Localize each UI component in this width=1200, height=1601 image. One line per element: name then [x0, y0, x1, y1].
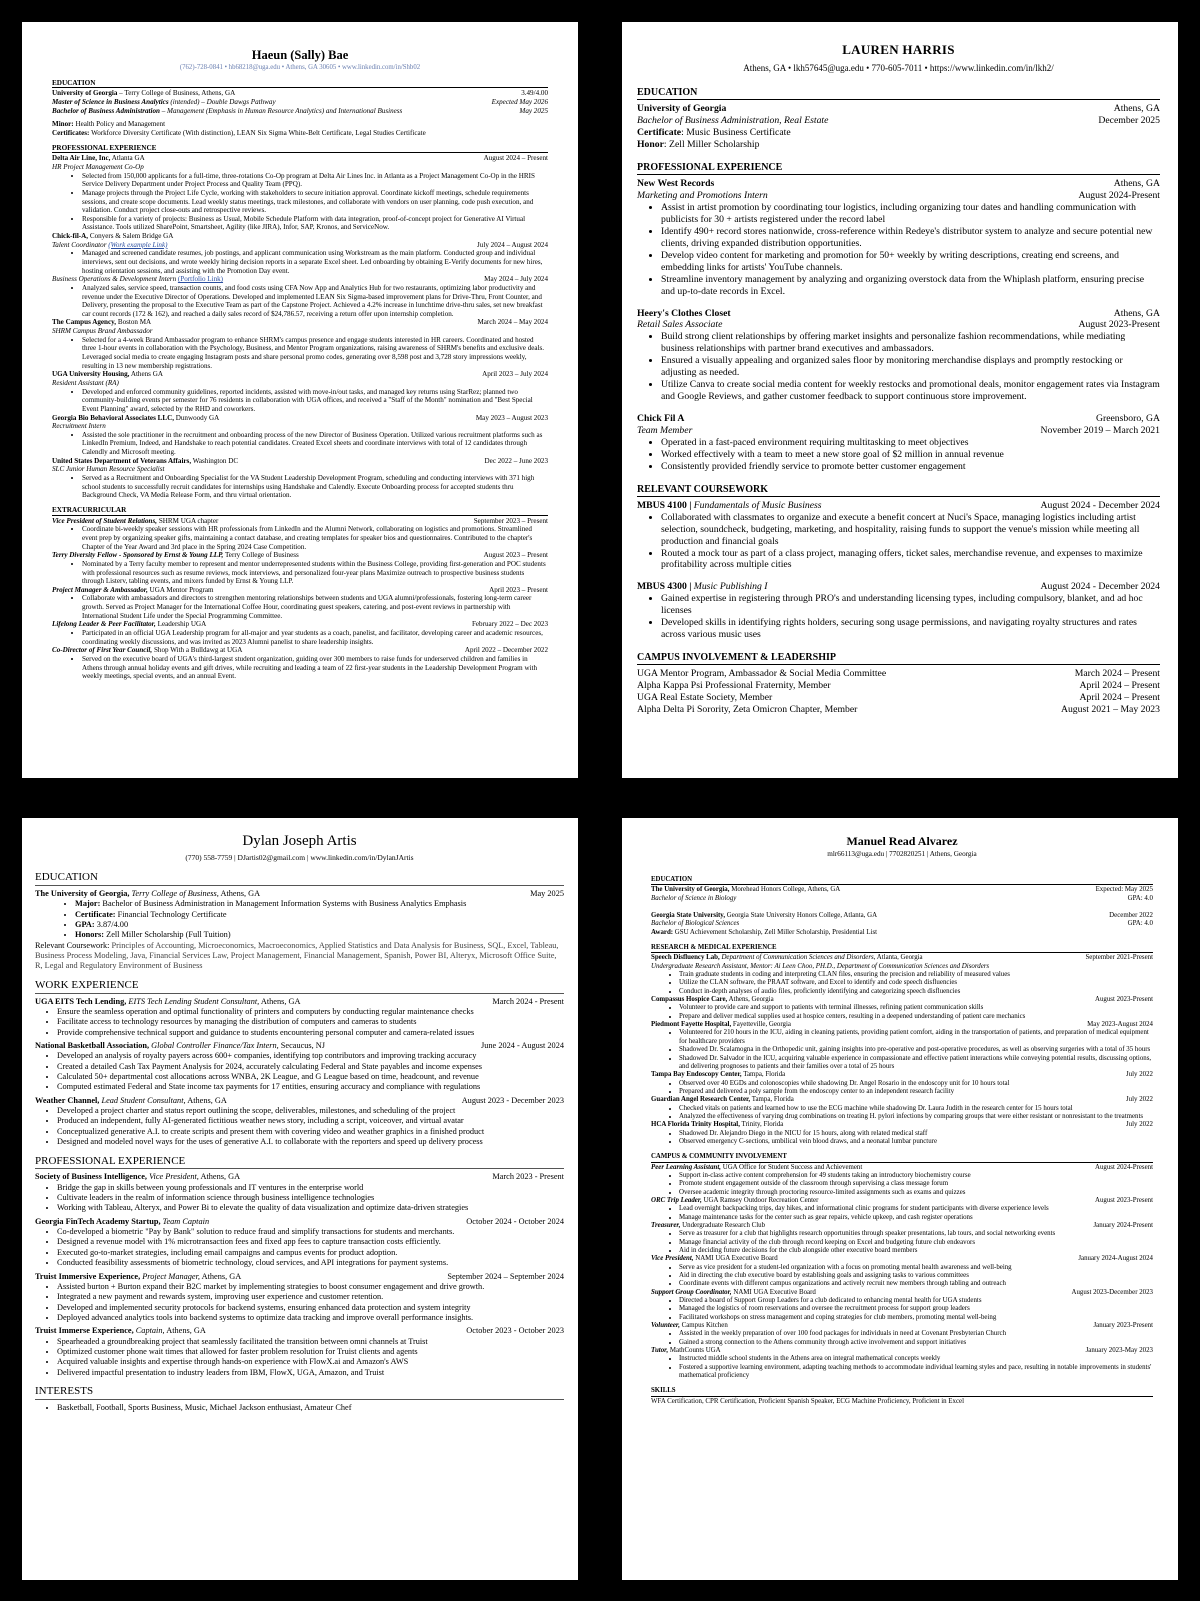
work-example-link[interactable]: (Work example Link)	[108, 240, 168, 249]
activity-entry: Vice President of Student Relations, SHRM UGA chapter September 2023 – Present	[52, 516, 548, 525]
activity-entry: Co-Director of First Year Council, Shop With a Bulldawg at UGA April 2022 – December 2022	[52, 646, 548, 655]
section-campus-involvement: CAMPUS INVOLVEMENT & LEADERSHIP	[637, 652, 1160, 665]
section-professional-experience: PROFESSIONAL EXPERIENCE	[637, 162, 1160, 175]
involvement-entry: ORC Trip Leader, UGA Ramsey Outdoor Recreation Center August 2023-Present	[651, 1196, 1153, 1204]
portfolio-link[interactable]: (Portfolio Link)	[177, 275, 224, 284]
job-entry: Georgia Bio Behavioral Associates LLC, Dunwoody GA May 2023 – August 2023	[52, 413, 548, 422]
resume-sally-bae: Haeun (Sally) Bae (762)-728-0841 • hb68218@uga.edu • Athens, GA 30605 • www.linkedin.com/in/Shb02 EDUCATION University of Georgia – Terry College of Business, Athens, GA 3.49/4.00 Master of Science in Business Analytics (intended) – Double Dawgs Pathway Expected May 2026 Bachelor of Business Administration – Management (Emphasis in Human Resource Analytics) and International Business May 2025 Minor: Health Policy and Management Certificates: Workforce Diversity Certificate (With distinction), LEAN Six Sigma White-Belt Certificate, Legal Studies Certificate PROFESSIONAL EXPERIENCE Delta Air Line, Inc, Atlanta GA August 2024 – Present HR Project Management Co-Op • Selected from 150,000 applicants for a full-time, three-rotations Co-Op program at Delta Air Lines Inc. in Atlanta as a Project Management Co-Op in the HRIS Service Delivery Department under Project Process and Quality Team (PPQ). • Manage projects through the Project Life Cycle, working with stakeholders to secure initiation approval. Coordinate kickoff meetings, schedule requirements sessions, and create scope documents. Lead weekly status meetings, track milestones, and collaborate with vendors on user planning, code push execution, and validation. Conduct project close-outs and retrospective reviews. • Responsible for a variety of projects: Business as Usual, Mobile Schedule Platform with data integration, proof-of-concept project for Generative AI Virtual Assistance. Tools utilized SharePoint, Smartsheet, Agility (like JIRA), Infor, SAP, Kronos, and ServiceNow. Chick-fil-A, Conyers & Salem Bridge GA Talent Coordinator (Work example Link) July 2024 – August 2024 • Managed and screened candidate resumes, job postings, and applicant communication using Workstream as the main platform. Conducted group and individual interviews, sent out decisions, and wrote weekly hiring decision reports in a separate Excel sheet. Led onboarding by obtaining E-Verify documents for new hires, hosting orientation sessions, and assisting with the Promotion Day event. Business Operations & Development Intern (Portfolio Link) May 2024 – July 2024 • Analyzed sales, service speed, transaction counts, and food costs using CFA Now App and Analytics Hub for two restaurants, optimizing labor productivity and revenue under the Executive Director of Operations. Developed and implemented LEAN Six Sigma-based improvement plans for Drive-Thru, Front Counter, and Delivery, presenting the proposal to the Executive Team as part of the Capstone Project. Achieved a 4.2% increase in lunchtime drive-thru sales, set new breakfast car count records (172 & 162), and reached a daily sales record of $24,786.57, receiving a return offer upon internship completion. The Campus Agency, Boston MA March 2024 – May 2024 SHRM Campus Brand Ambassador • Selected for a 4-week Brand Ambassador program to enhance SHRM's campus presence and engage students interested in HR careers. Coordinated and hosted three 1-hour events in collaboration with the Psychology, Business, and Mentor Program organizations, raising awareness of SHRM's benefits and exclusive deals. Leveraged social media to create engaging Instagram posts and share personal promo codes, generating over 8,598 post and 3,728 story impressions weekly, resulting in 13 new membership registrations. UGA University Housing, Athens GA April 2023 – July 2024 Resident Assistant (RA) • Developed and enforced community guidelines, reported incidents, assisted with move-in/out tasks, and managed key returns using StarRez; planned two community-building events per semester for 76 residents in collaboration with UGA offices, and received a "Staff of the Month" nomination and "Best Special Event Planning" award, selected by the RHD and coworkers. Georgia Bio Behavioral Associates LLC, Dunwoody GA May 2023 – August 2023 Recruitment Intern • Assisted the sole practitioner in the recruitment and onboarding process of the new Director of Business Operation. Utilized various recruitment platforms such as LinkedIn Premium, Indeed, and Handshake to reach potential candidates. Created Excel sheets and coordinate interviews with total of 12 candidates through Calendly and Microsoft meeting. United States Department of Veterans Affairs, Washington DC Dec 2022 – June 2023 SLC Junior Human Resource Specialist • Served as a Recruitment and Onboarding Specialist for the VA Student Leadership Development Program, scheduling and conducting interviews with 371 high school students to successfully recruit candidates for internships using Handshake and Calendly. Execute Onboarding process for accepted students thru Background Check, VA Media Release Form, and thru virtual orientation. EXTRACURRICULAR Vice President of Student Relations, SHRM UGA chapter September 2023 – Present • Coordinate bi-weekly speaker sessions with HR professionals from LinkedIn and the Alumni Network, collaborating on logistics and promotions. Streamlined event prep by organizing speaker gifts, maintaining a contact database, and creating templates for speaker bios and questionnaires. Contributed to the chapter's Chapter of the Year Award and 3rd place in the Spring 2024 Case Competition. Terry Diversity Fellow - Sponsored by Ernst & Young LLP, Terry College of Business August 2023 – Present • Nominated by a Terry faculty member to represent and mentor underrepresented students within the Business College, providing first-generation and POC students with professional resources such as resume reviews, mock interviews, and personalized four-year plans Maximize outreach to prospective business students through Listerv, tabling events, and mixers funded by Ernst & Young LLP. Project Manager & Ambassador, UGA Mentor Program April 2023 – Present • Collaborate with ambassadors and directors to strengthen mentoring relationships between students and UGA alumni/professionals, fostering long-term career growth. Served as Project Manager for the International Coffee Hour, coordinating guest speakers, catering, and post-event reviews in partnership with International Student Life under the Special Programming Committee. Lifelong Leader & Peer Facilitator, Leadership UGA February 2022 – Dec 2023 • Participated in an official UGA Leadership program for all-major and year students as a coach, panelist, and facilitator, developing career and academic resources, coordinating weekly discussions, and was invited as 2023 Alumni panelist to share leadership insights. Co-Director of First Year Council, Shop With a Bulldawg at UGA April 2022 – December 2022 • Served on the executive board of UGA's third-largest student organization, guiding over 300 members to raise funds for underserved children and families in Athens through annual holiday events and gift drives, while recruiting and leading a team of 22 first-year students in the Leadership Development Program with weekly meetings, special events, and an annual Event.	[22, 22, 578, 778]
experience-entry: Tampa Bay Endoscopy Center, Tampa, Florida July 2022	[651, 1071, 1153, 1079]
job-entry: New West Records Athens, GA Marketing and Promotions Intern August 2024-Present • Assist in artist promotion by coordinating tour logistics, including organizing tour dates and handling communication with publicists for 30 + artists registered under the record label • Identify 490+ record stores nationwide, cross-reference within Redeye's distributor system to analyze and secure potential new clients, driving expanded distribution opportunities. • Develop video content for marketing and promotion for 50+ weekly by writing descriptions, creating end screens, and embedding links for artists' YouTube channels. • Streamline inventory management by analyzing and organizing overstock data from the Whiplash platform, ensuring precise and up-to-date records in Excel.	[637, 178, 1160, 297]
resume-dylan-artis: Dylan Joseph Artis (770) 558-7759 | DJartis02@gmail.com | www.linkedin.com/in/DylanJArtis EDUCATION The University of Georgia, Terry College of Business, Athens, GA May 2025 • Major: Bachelor of Business Administration in Management Information Systems with Business Analytics Emphasis • Certificate: Financial Technology Certificate • GPA: 3.87/4.00 • Honors: Zell Miller Scholarship (Full Tuition) Relevant Coursework: Principles of Accounting, Microeconomics, Macroeconomics, Applied Statistics and Data Analysis for Business, SQL, Excel, Tableau, Business Process Modeling, Java, Financial Services Law, Project Management, Financial Management, Spanish, Power BI, Alteryx, Microsoft Office Suite, R, Legal and Regulatory Environment of Business WORK EXPERIENCE UGA EITS Tech Lending, EITS Tech Lending Student Consultant, Athens, GA March 2024 - Present • Ensure the seamless operation and optimal functionality of printers and computers by conducting regular maintenance checks • Facilitate access to technology resources by managing the distribution of computers and cameras to students • Provide comprehensive technical support and guidance to students encountering personal computer and camera-related issues National Basketball Association, Global Controller Finance/Tax Intern, Secaucus, NJ June 2024 - August 2024 • Developed an analysis of royalty payers across 600+ companies, identifying top contributors and improving tracking accuracy • Created a detailed Cash Tax Payment Analysis for 2024, accurately calculating Federal and State payables and income expenses • Calculated 50+ departmental cost allocations across WNBA, 2K League, and G League based on time, headcount, and revenue • Computed estimated Federal and State income tax payments for 17 entities, ensuring accuracy and compliance with regulations Weather Channel, Lead Student Consultant, Athens, GA August 2023 - December 2023 • Developed a project charter and status report outlining the scope, deliverables, milestones, and scheduling of the project • Produced an independent, fully AI-generated fictitious weather news story, including a script, voiceover, and virtual avatar • Conceptualized generative A.I. to create scripts and present them with covering video and weather graphics in a finished product • Designed and modeled novel ways for the uses of generative A.I. to collaborate with the reporters and speed up delivery process PROFESSIONAL EXPERIENCE Society of Business Intelligence, Vice President, Athens, GA March 2023 - Present • Bridge the gap in skills between young professionals and IT ventures in the enterprise world • Cultivate leaders in the realm of information science through business intelligence technologies • Working with Tableau, Alteryx, and Power Bi to elevate the quality of data visualization and optimize data-driven strategies Georgia FinTech Academy Startup, Team Captain October 2024 - October 2024 • Co-developed a biometric "Pay by Bank" solution to reduce fraud and simplify transactions for students and merchants. • Designed a revenue model with 1% microtransaction fees and fixed app fees to capture transaction costs efficiently. • Executed go-to-market strategies, including email campaigns and campus events for product adoption. • Conducted feasibility assessments of biometric technology, cloud services, and API integrations for payment systems. Truist Immersive Experience, Project Manager, Athens, GA September 2024 – September 2024 • Assisted burton + Burton expand their B2C market by implementing strategies to boost consumer engagement and drive growth. • Integrated a new payment and rewards system, improving user experience and customer retention. • Developed and implemented security protocols for backend systems, ensuring enhanced data protection and system integrity • Deployed advanced analytics tools into backend systems to optimize data tracking and improve overall performance insights. Truist Immerse Experience, Captain, Athens, GA October 2023 - October 2023 • Spearheaded a groundbreaking project that seamlessly facilitated the transition between omni channels at Truist • Optimized customer phone wait times that allowed for faster problem resolution for Truist clients and agents • Acquired valuable insights and expertise through hands-on experience with FlowX.ai and Amazon's AWS • Delivered impactful presentation to industry leaders from IBM, FlowX, UGA, Amazon, and Truist INTERESTS • Basketball, Football, Sports Business, Music, Michael Jackson enthusiast, Amateur Chef	[22, 818, 578, 1580]
experience-entry: Compassus Hospice Care, Athens, Georgia August 2023-Present	[651, 996, 1153, 1004]
section-education: EDUCATION	[35, 871, 564, 886]
job-entry: Delta Air Line, Inc, Atlanta GA August 2024 – Present	[52, 154, 548, 163]
job-entry: Society of Business Intelligence, Vice President, Athens, GA March 2023 - Present • Bridge the gap in skills between young professionals and IT ventures in the enterprise world • Cultivate leaders in the realm of information science through business intelligence technologies • Working with Tableau, Alteryx, and Power Bi to elevate the quality of data visualization and optimize data-driven strategies	[35, 1172, 564, 1213]
contact-line: Athens, GA • lkh57645@uga.edu • 770-605-7011 • https://www.linkedin.com/in/lkh2/	[743, 62, 1054, 73]
activity-entry: Lifelong Leader & Peer Facilitator, Leadership UGA February 2022 – Dec 2023	[52, 620, 548, 629]
skills-list: WFA Certification, CPR Certification, Proficient Spanish Speaker, ECG Machine Proficiency, Proficient in Excel	[651, 1397, 964, 1405]
involvement-entry: Support Group Coordinator, NAMI UGA Executive Board August 2023-December 2023	[651, 1288, 1153, 1296]
job-entry: Heery's Clothes Closet Athens, GA Retail Sales Associate August 2023-Present • Build strong client relationships by offering market insights and personalize fashion recommendations, while mediating business relationships with partner brand executives and ambassadors. • Ensured a visually appealing and organized sales floor by monitoring merchandise displays and promptly restocking or adjusting as needed. • Utilize Canva to create social media content for weekly restocks and promotional deals, monitor engagement rates via Instagram and Google Reviews, and gather customer feedback to support continuous store improvement.	[637, 308, 1160, 403]
resume-name: Haeun (Sally) Bae	[251, 48, 349, 62]
resume-name: Dylan Joseph Artis	[242, 833, 357, 849]
section-research-medical: RESEARCH & MEDICAL EXPERIENCE	[651, 944, 1153, 953]
school-name: University of Georgia	[52, 89, 118, 98]
involvement-entry: Peer Learning Assistant, UGA Office for Student Success and Achievement August 2024-Present	[651, 1163, 1153, 1171]
section-coursework: RELEVANT COURSEWORK	[637, 484, 1160, 497]
involvement-entry: Tutor, MathCounts UGA January 2023-May 2023	[651, 1347, 1153, 1355]
job-entry: Weather Channel, Lead Student Consultant, Athens, GA August 2023 - December 2023 • Developed a project charter and status report outlining the scope, deliverables, milestones, and scheduling of the project • Produced an independent, fully AI-generated fictitious weather news story, including a script, voiceover, and virtual avatar • Conceptualized generative A.I. to create scripts and present them with covering video and weather graphics in a finished product • Designed and modeled novel ways for the uses of generative A.I. to collaborate with the reporters and speed up delivery process	[35, 1096, 564, 1148]
experience-entry: HCA Florida Trinity Hospital, Trinity, Florida July 2022	[651, 1121, 1153, 1129]
job-entry: UGA EITS Tech Lending, EITS Tech Lending Student Consultant, Athens, GA March 2024 - Present • Ensure the seamless operation and optimal functionality of printers and computers by conducting regular maintenance checks • Facilitate access to technology resources by managing the distribution of computers and cameras to students • Provide comprehensive technical support and guidance to students encountering personal computer and camera-related issues	[35, 997, 564, 1038]
section-extracurricular: EXTRACURRICULAR	[52, 506, 548, 516]
section-campus-community: CAMPUS & COMMUNITY INVOLVEMENT	[651, 1153, 1153, 1162]
involvement-row: UGA Real Estate Society, Member April 2024 – Present	[637, 692, 1160, 704]
section-education: EDUCATION	[651, 876, 1153, 885]
involvement-entry: Volunteer, Campus Kitchen January 2023-Present	[651, 1322, 1153, 1330]
job-entry: Chick-fil-A, Conyers & Salem Bridge GA	[52, 232, 174, 241]
course-entry: MBUS 4100 | Fundamentals of Music Business August 2024 - December 2024 • Collaborated with classmates to organize and execute a benefit concert at Nuci's Space, managing logistics including artist selection, soundcheck, budgeting, marketing, and hospitality, raising funds to support the venue's mission while meeting all production and financial goals • Routed a mock tour as part of a class project, managing offers, ticket sales, merchandise revenue, and expenses to maximize profitability across multiple cities	[637, 500, 1160, 572]
section-professional-experience: PROFESSIONAL EXPERIENCE	[35, 1155, 564, 1170]
section-interests: INTERESTS	[35, 1385, 564, 1400]
section-education: EDUCATION	[52, 79, 548, 89]
section-education: EDUCATION	[637, 87, 1160, 100]
section-work-experience: WORK EXPERIENCE	[35, 979, 564, 994]
involvement-entry: Vice President, NAMI UGA Executive Board January 2024-August 2024	[651, 1255, 1153, 1263]
job-entry: Georgia FinTech Academy Startup, Team Captain October 2024 - October 2024 • Co-developed a biometric "Pay by Bank" solution to reduce fraud and simplify transactions for students and merchants. • Designed a revenue model with 1% microtransaction fees and fixed app fees to capture transaction costs efficiently. • Executed go-to-market strategies, including email campaigns and campus events for product adoption. • Conducted feasibility assessments of biometric technology, cloud services, and API integrations for payment systems.	[35, 1217, 564, 1269]
involvement-row: Alpha Kappa Psi Professional Fraternity, Member April 2024 – Present	[637, 680, 1160, 692]
gpa: 3.49/4.00	[521, 89, 548, 98]
job-entry: UGA University Housing, Athens GA April 2023 – July 2024	[52, 370, 548, 379]
resume-manuel-alvarez: Manuel Read Alvarez mlr66113@uga.edu | 7702820251 | Athens, Georgia EDUCATION The University of Georgia, Morehead Honors College, Athens, GA Expected: May 2025 Bachelor of Science in Biology GPA: 4.0 Georgia State University, Georgia State University Honors College, Atlanta, GA December 2022 Bachelor of Biological Sciences GPA: 4.0 Award: GSU Achievement Scholarship, Zell Miller Scholarship, Presidential List RESEARCH & MEDICAL EXPERIENCE Speech Disfluency Lab, Department of Communication Sciences and Disorders, Atlanta, Georgia September 2021-Present Undergraduate Research Assistant, Mentor: Ai Leen Choo, PH.D., Department of Communication Sciences and Disorders • Train graduate students in coding and interpreting CLAN files, ensuring the precision and reliability of measured values • Utilize the CLAN software, the PRAAT software, and Excel to identify and code speech disfluencies • Conduct in-depth analyses of audio files, proficiently identifying and categorizing speech disfluencies Compassus Hospice Care, Athens, Georgia August 2023-Present • Volunteer to provide care and support to patients with terminal illnesses, refining patient communication skills • Prepare and deliver medical supplies used at hospice centers, resulting in a deepened understanding of patient care mechanics Piedmont Fayette Hospital, Fayetteville, Georgia May 2023-August 2024 • Volunteered for 210 hours in the ICU, aiding in cleaning patients, providing patient comfort, aiding in the transportation of patients, and preparation of medical equipment for healthcare providers • Shadowed Dr. Scalamogna in the Orthopedic unit, gaining insights into pre-operative and post-operative procedures, as well as observing surgeries with a total of 35 hours • Shadowed Dr. Salvador in the ICU, acquiring valuable experience in compassionate and effective patient interactions while conveying potential results, discussing options, and delivering prognoses to patients and their families over a total of 25 hours Tampa Bay Endoscopy Center, Tampa, Florida July 2022 • Observed over 40 EGDs and colonoscopies while shadowing Dr. Angel Rosario in the endoscopy unit for 10 hours total • Prepared and delivered a poly sample from the endoscopy center to an independent research facility Guardian Angel Research Center, Tampa, Florida July 2022 • Checked vitals on patients and learned how to use the ECG machine while shadowing Dr. Laura Judith in the research center for 15 hours total • Analyzed the effectiveness of varying drug combinations on treating H. pylori infections by comparing groups that were either resistant or nonresistant to the treatments HCA Florida Trinity Hospital, Trinity, Florida July 2022 • Shadowed Dr. Alejandro Diego in the NICU for 15 hours, along with related medical staff • Observed emergency C-sections, umbilical vein blood draws, and a neonatal lumbar puncture CAMPUS & COMMUNITY INVOLVEMENT Peer Learning Assistant, UGA Office for Student Success and Achievement August 2024-Present • Support in-class active content comprehension for 49 students taking an introductory biochemistry course • Promote student engagement outside of the classroom through supervising a class message forum • Oversee academic integrity through proctoring resource-limited assignments such as exams and quizzes ORC Trip Leader, UGA Ramsey Outdoor Recreation Center August 2023-Present • Lead overnight backpacking trips, day hikes, and informational clinic programs for student participants with diverse experience levels • Manage maintenance tasks for the center such as gear repairs, vehicle upkeep, and cash register operations Treasurer, Undergraduate Research Club January 2024-Present • Serve as treasurer for a club that highlights research opportunities through speaker presentations, lab tours, and social networking events • Manage financial activity of the club through record keeping on Excel and budgeting future club endeavors • Aid in deciding future decisions for the club alongside other executive board members Vice President, NAMI UGA Executive Board January 2024-August 2024 • Serve as vice president for a student-led organization with a focus on promoting mental health awareness and well-being • Aid in directing the club executive board by establishing goals and assigning tasks to various committees • Coordinate events with different campus organizations and actively recruit new members through tabling and outreach Support Group Coordinator, NAMI UGA Executive Board August 2023-December 2023 • Directed a board of Support Group Leaders for a club dedicated to enhancing mental health for UGA students • Managed the logistics of room reservations and oversee the recruitment process for support group leaders • Facilitated workshops on stress management and coping strategies for club members, promoting mental well-being Volunteer, Campus Kitchen January 2023-Present • Assisted in the weekly preparation of over 100 food packages for individuals in need at Covenant Presbyterian Church • Gained a strong connection to the Athens community through active involvement and support initiatives Tutor, MathCounts UGA January 2023-May 2023 • Instructed middle school students in the Athens area on integral mathematical concepts weekly • Fostered a supportive learning environment, adapting teaching methods to accommodate individual learning styles and pace, resulting in notable improvements in students' mathematical proficiency SKILLS WFA Certification, CPR Certification, Proficient Spanish Speaker, ECG Machine Proficiency, Proficient in Excel	[622, 818, 1178, 1580]
contact-line: (762)-728-0841 • hb68218@uga.edu • Athens, GA 30605 • www.linkedin.com/in/Shb02	[179, 64, 421, 72]
job-entry: Chick Fil A Greensboro, GA Team Member November 2019 – March 2021 • Operated in a fast-paced environment requiring multitasking to meet objectives • Worked effectively with a team to meet a new store goal of $2 million in annual revenue • Consistently provided friendly service to promote better customer engagement	[637, 413, 1160, 473]
job-entry: United States Department of Veterans Affairs, Washington DC Dec 2022 – June 2023	[52, 456, 548, 465]
involvement-entry: Treasurer, Undergraduate Research Club January 2024-Present	[651, 1221, 1153, 1229]
resume-name: LAUREN HARRIS	[842, 42, 955, 57]
course-entry: MBUS 4300 | Music Publishing I August 2024 - December 2024 • Gained expertise in registering through PRO's and understanding licensing types, including compulsory, blanket, and ad hoc licenses • Developed skills in identifying rights holders, securing song usage permissions, and navigating royalty structures and rates across various music uses	[637, 581, 1160, 641]
job-entry: National Basketball Association, Global Controller Finance/Tax Intern, Secaucus, NJ June 2024 - August 2024 • Developed an analysis of royalty payers across 600+ companies, identifying top contributors and improving tracking accuracy • Created a detailed Cash Tax Payment Analysis for 2024, accurately calculating Federal and State payables and income expenses • Calculated 50+ departmental cost allocations across WNBA, 2K League, and G League based on time, headcount, and revenue • Computed estimated Federal and State income tax payments for 17 entities, ensuring accuracy and compliance with regulations	[35, 1041, 564, 1093]
involvement-row: Alpha Delta Pi Sorority, Zeta Omicron Chapter, Member August 2021 – May 2023	[637, 704, 1160, 716]
resume-name: Manuel Read Alvarez	[846, 834, 958, 848]
activity-entry: Terry Diversity Fellow - Sponsored by Ernst & Young LLP, Terry College of Business August 2023 – Present	[52, 551, 548, 560]
section-professional-experience: PROFESSIONAL EXPERIENCE	[52, 144, 548, 154]
job-entry: Truist Immersive Experience, Project Manager, Athens, GA September 2024 – September 2024 • Assisted burton + Burton expand their B2C market by implementing strategies to boost consumer engagement and drive growth. • Integrated a new payment and rewards system, improving user experience and customer retention. • Developed and implemented security protocols for backend systems, ensuring enhanced data protection and system integrity • Deployed advanced analytics tools into backend systems to optimize data tracking and improve overall performance insights.	[35, 1272, 564, 1324]
resume-lauren-harris: LAUREN HARRIS Athens, GA • lkh57645@uga.edu • 770-605-7011 • https://www.linkedin.com/in/lkh2/ EDUCATION University of Georgia Athens, GA Bachelor of Business Administration, Real Estate December 2025 Certificate: Music Business Certificate Honor: Zell Miller Scholarship PROFESSIONAL EXPERIENCE New West Records Athens, GA Marketing and Promotions Intern August 2024-Present • Assist in artist promotion by coordinating tour logistics, including organizing tour dates and handling communication with publicists for 30 + artists registered under the record label • Identify 490+ record stores nationwide, cross-reference within Redeye's distributor system to analyze and secure potential new clients, driving expanded distribution opportunities. • Develop video content for marketing and promotion for 50+ weekly by writing descriptions, creating end screens, and embedding links for artists' YouTube channels. • Streamline inventory management by analyzing and organizing overstock data from the Whiplash platform, ensuring precise and up-to-date records in Excel. Heery's Clothes Closet Athens, GA Retail Sales Associate August 2023-Present • Build strong client relationships by offering market insights and personalize fashion recommendations, while mediating business relationships with partner brand executives and ambassadors. • Ensured a visually appealing and organized sales floor by monitoring merchandise displays and promptly restocking or adjusting as needed. • Utilize Canva to create social media content for weekly restocks and promotional deals, monitor engagement rates via Instagram and Google Reviews, and gather customer feedback to support continuous store improvement. Chick Fil A Greensboro, GA Team Member November 2019 – March 2021 • Operated in a fast-paced environment requiring multitasking to meet objectives • Worked effectively with a team to meet a new store goal of $2 million in annual revenue • Consistently provided friendly service to promote better customer engagement RELEVANT COURSEWORK MBUS 4100 | Fundamentals of Music Business August 2024 - December 2024 • Collaborated with classmates to organize and execute a benefit concert at Nuci's Space, managing logistics including artist selection, soundcheck, budgeting, marketing, and hospitality, raising funds to support the venue's mission while meeting all production and financial goals • Routed a mock tour as part of a class project, managing offers, ticket sales, merchandise revenue, and expenses to maximize profitability across multiple cities MBUS 4300 | Music Publishing I August 2024 - December 2024 • Gained expertise in registering through PRO's and understanding licensing types, including compulsory, blanket, and ad hoc licenses • Developed skills in identifying rights holders, securing song usage permissions, and navigating royalty structures and rates across various music uses CAMPUS INVOLVEMENT & LEADERSHIP UGA Mentor Program, Ambassador & Social Media Committee March 2024 – Present Alpha Kappa Psi Professional Fraternity, Member April 2024 – Present UGA Real Estate Society, Member April 2024 – Present Alpha Delta Pi Sorority, Zeta Omicron Chapter, Member August 2021 – May 2023	[622, 22, 1178, 778]
job-entry: The Campus Agency, Boston MA March 2024 – May 2024	[52, 318, 548, 327]
experience-entry: Guardian Angel Research Center, Tampa, Florida July 2022	[651, 1096, 1153, 1104]
job-entry: Truist Immerse Experience, Captain, Athens, GA October 2023 - October 2023 • Spearheaded a groundbreaking project that seamlessly facilitated the transition between omni channels at Truist • Optimized customer phone wait times that allowed for faster problem resolution for Truist clients and agents • Acquired valuable insights and expertise through hands-on experience with FlowX.ai and Amazon's AWS • Delivered impactful presentation to industry leaders from IBM, FlowX, UGA, Amazon, and Truist	[35, 1326, 564, 1378]
contact-line: mlr66113@uga.edu | 7702820251 | Athens, Georgia	[827, 849, 977, 858]
contact-line: (770) 558-7759 | DJartis02@gmail.com | www.linkedin.com/in/DylanJArtis	[185, 852, 414, 862]
experience-entry: Speech Disfluency Lab, Department of Communication Sciences and Disorders, Atlanta, Georgia September 2021-Present	[651, 954, 1153, 962]
section-skills: SKILLS	[651, 1387, 1153, 1396]
involvement-row: UGA Mentor Program, Ambassador & Social Media Committee March 2024 – Present	[637, 668, 1160, 680]
activity-entry: Project Manager & Ambassador, UGA Mentor Program April 2023 – Present	[52, 585, 548, 594]
experience-entry: Piedmont Fayette Hospital, Fayetteville, Georgia May 2023-August 2024	[651, 1021, 1153, 1029]
